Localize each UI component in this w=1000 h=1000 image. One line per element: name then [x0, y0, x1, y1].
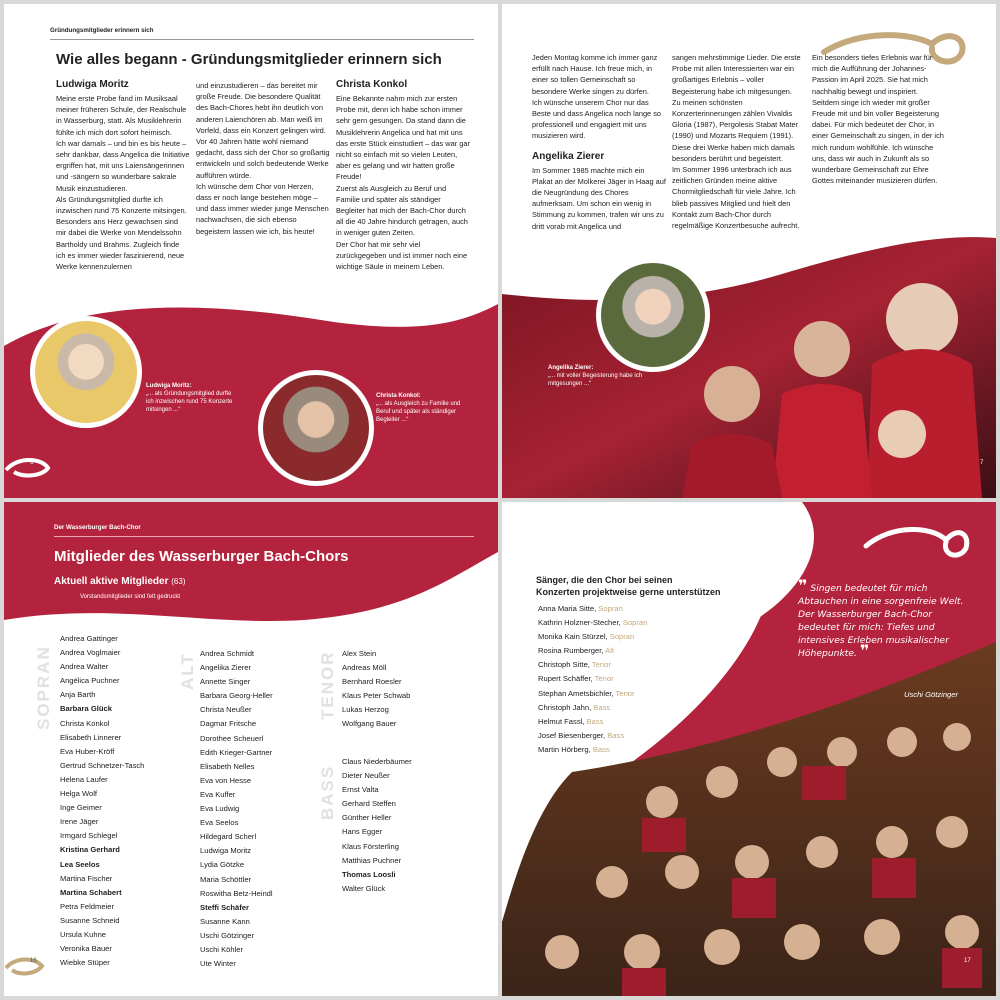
member-name: Hans Egger: [342, 827, 383, 837]
member-name: Walter Glück: [342, 883, 386, 893]
swirl-ornament: [4, 952, 54, 982]
quote: [798, 576, 968, 660]
paragraph: Ich wünsche unserem Chor nur das Beste und dass Angelica noch lange so professionell und engagiert mit uns musizieren wird.: [532, 97, 662, 141]
paragraph: Vor 40 Jahren hätte wohl niemand gedacht, dass sich der Chor so großartig entwickeln und solch bedeutende Werke aufführen würde.: [196, 137, 330, 180]
paragraph: und einzustudieren – das bereitet mir große Freude. Die besondere Qualität des Bach-Chores hebt ihn deutlich von anderen Laienchören ab. Man weiß im Vorfeld, dass ein Konzert gelingen wird.: [196, 81, 326, 135]
paragraph: Zuerst als Ausgleich zu Beruf und Familie und später als ständiger Begleiter hat mich der Bach-Chor durch all die 40 Jahre hindurch getragen, auch in weniger guten Zeiten.: [336, 183, 468, 238]
voice-label-tenor: TENOR: [318, 650, 337, 720]
portrait-ludwiga-moritz: [30, 316, 142, 428]
member-name: Irmgard Schlegel: [60, 831, 118, 841]
supporter-item: [538, 715, 718, 729]
member-name: Petra Feldmeier: [60, 901, 115, 911]
bass-member-list: [342, 755, 452, 896]
supporter-item: [538, 672, 718, 686]
paragraph: Meine erste Probe fand im Musiksaal meiner früheren Schule, der Realschule in Wasserburg, statt. Als Musiklehrerin fühlte ich mich dort sofort heimisch.: [56, 94, 187, 137]
member-name: Angelika Zierer: [200, 663, 252, 673]
paragraph: Als Gründungsmitglied durfte ich inzwischen rund 75 Konzerte mitsingen. Besonders ans Herz gewachsen sind mir dabei die Werke von Mendelssohn Bartholdy und Brahms. Zugleich finde ich es immer wieder faszinierend, neue Werke kennenzulernen: [56, 194, 187, 272]
member-name: Alex Stein: [342, 649, 377, 658]
article-column-3: [336, 78, 470, 272]
member-name: Bernhard Roesler: [342, 677, 402, 687]
member-name: Barbara Glück: [60, 704, 112, 714]
supporter-item: [538, 602, 718, 616]
member-name: Martina Schabert: [60, 887, 122, 897]
member-name: Andrea Gattinger: [60, 634, 118, 643]
member-name: Irene Jäger: [60, 817, 99, 827]
member-name: Dieter Neußer: [342, 771, 390, 781]
close-quote-mark: ❞: [859, 641, 870, 660]
member-name: Anja Barth: [60, 690, 96, 700]
portrait-angelika-zierer: [596, 258, 710, 372]
member-name: Susanne Kann: [200, 916, 250, 926]
member-name: Maria Schöttler: [200, 874, 252, 884]
member-name: Günther Heller: [342, 813, 392, 823]
article-column-1: [532, 52, 666, 232]
supporter-voice: Bass: [593, 702, 611, 712]
member-name: Angélica Puchner: [60, 676, 120, 686]
article-column-2: [196, 80, 330, 237]
author-heading: Christa Konkol: [336, 79, 408, 90]
running-head: Der Wasserburger Bach-Chor: [54, 524, 141, 531]
paragraph: Der Chor hat mir sehr viel zurückgegeben und ist immer noch eine wichtige Säule in meinem Leben.: [336, 239, 468, 272]
member-name: Eva Seelos: [200, 818, 239, 828]
voice-label-bass: BASS: [318, 764, 337, 820]
supporter-name: Christoph Sitte,: [538, 660, 592, 670]
member-name: Lukas Herzog: [342, 705, 389, 715]
member-name: Ute Winter: [200, 959, 236, 969]
supporter-name: Kathrin Holzner-Stecher,: [538, 618, 623, 628]
supporter-item: [538, 658, 718, 672]
member-name: Eva von Hesse: [200, 775, 252, 785]
swirl-ornament: [862, 516, 972, 566]
alt-member-list: [200, 647, 310, 971]
supporter-name: Christoph Jahn,: [538, 702, 594, 712]
supporter-item: [538, 616, 718, 630]
supporter-item: [538, 644, 718, 658]
supporter-voice: Alt: [605, 646, 614, 656]
member-name: Uschi Köhler: [200, 944, 244, 954]
supporter-voice: Sopran: [609, 632, 635, 642]
paragraph: sangen mehrstimmige Lieder. Die erste Probe mit allen Interessierten war ein großartiges Erlebnis – voller Begeisterung habe ich mitgesungen.: [672, 53, 801, 96]
member-name: Matthias Puchner: [342, 855, 402, 865]
member-name: Ludwiga Moritz: [200, 846, 252, 856]
page-number: 17: [964, 958, 971, 964]
quote-author: Uschi Götzinger: [904, 690, 959, 699]
member-name: Barbara Georg-Heller: [200, 691, 273, 701]
member-name: Hildegard Scherl: [200, 832, 257, 842]
page-title: Wie alles begann - Gründungsmitglieder erinnern sich: [56, 51, 442, 68]
sopran-member-list: [60, 632, 180, 970]
member-name: Eva Huber-Kröff: [60, 746, 115, 756]
member-name: Steffi Schäfer: [200, 902, 249, 912]
member-name: Wiebke Stüper: [60, 958, 110, 968]
member-name: Ursula Kuhne: [60, 929, 107, 939]
member-name: Lydia Götzke: [200, 860, 245, 870]
member-name: Helena Laufer: [60, 774, 108, 784]
member-name: Klaus Peter Schwab: [342, 691, 411, 701]
article-column-1: [56, 78, 190, 272]
supporters-list: [538, 602, 718, 757]
supporter-voice: Bass: [592, 744, 610, 754]
member-name: Edith Krieger-Gartner: [200, 747, 273, 757]
member-name: Eva Ludwig: [200, 804, 240, 814]
member-name: Kristina Gerhard: [60, 845, 120, 855]
member-name: Veronika Bauer: [60, 944, 112, 954]
supporter-item: [538, 687, 718, 701]
member-name: Andreas Möll: [342, 663, 387, 673]
author-heading: Ludwiga Moritz: [56, 79, 129, 90]
photo-caption: Christa Konkol: „... als Ausgleich zu Familie und Beruf und später als ständiger Begleiter ...“: [376, 393, 461, 423]
member-name: Thomas Loosli: [342, 869, 396, 879]
member-name: Elisabeth Nelles: [200, 761, 255, 771]
supporter-name: Rupert Schäffer,: [538, 674, 595, 684]
member-name: Lea Seelos: [60, 859, 100, 869]
portrait-christa-konkol: [258, 370, 374, 486]
member-name: Annette Singer: [200, 677, 251, 687]
member-name: Inge Geimer: [60, 803, 102, 813]
supporter-voice: Sopran: [598, 604, 623, 613]
voice-label-sopran: SOPRAN: [34, 645, 53, 730]
member-name: Wolfgang Bauer: [342, 719, 397, 729]
bold-note: Vorstandsmitglieder sind fett gedruckt: [80, 594, 181, 600]
member-name: Uschi Götzinger: [200, 930, 255, 940]
member-name: Elisabeth Linnerer: [60, 732, 122, 742]
member-name: Claus Niederbäumer: [342, 757, 412, 766]
paragraph: Im Sommer 1985 machte mich ein Plakat an der Molkerei Jäger in Haag auf die Neugründung des Chores aufmerksam. Um schon ein wenig in Stimmung zu kommen, trafen wir uns zu dritt vorab mit Angelica und: [532, 165, 666, 231]
member-name: Martina Fischer: [60, 873, 113, 883]
photo-caption: Angelika Zierer: „... mit voller Begeisterung habe ich mitgesungen ...“: [548, 365, 643, 387]
paragraph: Im Sommer 1996 unterbrach ich aus zeitlichen Gründen meine aktive Chormitgliedschaft für viele Jahre. Ich blieb passives Mitglied und hielt den Kontakt zum Bach-Chor durch regelmäßige Konzertbesuche aufrecht.: [672, 165, 800, 231]
quote-text: Singen bedeutet für mich Abtauchen in eine sorgenfreie Welt. Der Wasserburger Bach-Chor bedeutet für mich: Tiefes und intensives Erleben musikalischer Höhepunkte.: [798, 583, 964, 659]
swirl-ornament: [4, 452, 64, 482]
member-name: Andrea Voglmaier: [60, 648, 121, 658]
member-name: Christa Neußer: [200, 705, 252, 715]
supporter-name: Stephan Ametsbichler,: [538, 688, 616, 698]
supporter-item: [538, 729, 718, 743]
supporter-item: [538, 701, 718, 715]
supporter-item: [538, 630, 718, 644]
member-name: Roswitha Betz-Heindl: [200, 888, 273, 898]
member-name: Helga Wolf: [60, 789, 98, 799]
section-subtitle: Aktuell aktive Mitglieder (63): [54, 576, 186, 587]
page-number: 7: [980, 460, 984, 466]
supporter-voice: Tenor: [594, 674, 614, 684]
page-16: [4, 502, 498, 996]
member-name: Andrea Walter: [60, 662, 109, 672]
tenor-member-list: [342, 647, 452, 732]
member-name: Andrea Schmidt: [200, 649, 255, 658]
paragraph: Zu meinen schönsten Konzerterinnerungen zählen Vivaldis Gloria (1987), Pergolesis Stabat Mater (1990) und Mozarts Requiem (1991). Diese drei Werke haben mich damals besonders berührt und begeistert.: [672, 97, 799, 163]
supporter-name: Josef Biesenberger,: [538, 730, 608, 740]
article-column-3: [812, 52, 946, 186]
page-7: [502, 4, 996, 498]
supporter-name: Martin Hörberg,: [538, 744, 593, 754]
member-name: Gerhard Steffen: [342, 799, 396, 809]
member-name: Klaus Försterling: [342, 841, 399, 851]
supporter-voice: Sopran: [622, 618, 648, 628]
article-column-2: [672, 52, 806, 231]
paragraph: Ich wünsche dem Chor von Herzen, dass er noch lange bestehen möge – und dass immer wieder junge Menschen nachwachsen, die sich ebenso begeistern lassen wie ich, bis heute!: [196, 181, 329, 236]
member-count: (63): [171, 577, 186, 586]
supporter-voice: Bass: [586, 716, 604, 726]
paragraph: Jeden Montag komme ich immer ganz erfüllt nach Hause. Ich freue mich, in einer so tollen Gemeinschaft so besondere Werke singen zu dürfen.: [532, 53, 658, 96]
member-name: Ernst Valta: [342, 785, 379, 795]
member-name: Susanne Schneid: [60, 915, 120, 925]
page-number: 6: [30, 460, 34, 466]
voice-label-alt: ALT: [178, 652, 197, 690]
page-17: [502, 502, 996, 996]
supporter-name: Helmut Fassl,: [538, 716, 587, 726]
member-name: Christa Konkol: [60, 718, 110, 728]
supporter-name: Anna Maria Sitte,: [538, 604, 599, 613]
supporter-voice: Tenor: [591, 660, 611, 670]
page-title: Mitglieder des Wasserburger Bach-Chors: [54, 548, 349, 565]
supporter-name: Rosina Rumberger,: [538, 646, 606, 656]
paragraph: Ich war damals – und bin es bis heute – sehr dankbar, dass Angelica die Initiative ergriffen hat, mit uns Laiensängerinnen und -sängern so wunderbare sakrale Musik einzustudieren.: [56, 138, 190, 193]
supporters-heading: Sänger, die den Chor bei seinen Konzerten projektweise gerne unterstützen: [536, 575, 721, 597]
member-name: Dagmar Fritsche: [200, 719, 257, 729]
supporter-item: [538, 743, 718, 757]
author-heading: Angelika Zierer: [532, 150, 605, 162]
page-6: [4, 4, 498, 498]
open-quote-mark: ❞: [798, 576, 808, 595]
page-number: 16: [30, 958, 37, 964]
supporter-voice: Tenor: [615, 688, 635, 698]
paragraph: Eine Bekannte nahm mich zur ersten Probe mit, denn ich habe schon immer sehr gern gesungen. Da stand dann die Musiklehrerin Angelica und hat mit uns das erste Stück einstudiert – das war gar nicht so einfach mit so vielen Leuten, aber es gelang und wir hatten große Freude!: [336, 94, 470, 182]
supporter-voice: Bass: [607, 730, 625, 740]
running-head: Gründungsmitglieder erinnern sich: [50, 27, 154, 34]
member-name: Gertrud Schnetzer-Tasch: [60, 760, 145, 770]
supporter-name: Monika Kain Stürzel,: [538, 632, 610, 642]
paragraph: Ein besonders tiefes Erlebnis war für mich die Aufführung der Johannes-Passion im April 2025. Sie hat mich nachhaltig bewegt und inspiriert. Seitdem singe ich wieder mit großer Freude mit und bin voller Begeisterung dabei. Für mich bedeutet der Chor, in einer Gemeinschaft zu singen, in der ich mich rundum wohlfühle. Ich wünsche uns, dass wir auch in Zukunft als so wunderbare Gemeinschaft zur Ehre Gottes miteinander musizieren dürfen.: [812, 53, 944, 186]
member-name: Dorothee Scheuerl: [200, 733, 264, 743]
member-name: Eva Kuffer: [200, 789, 236, 799]
photo-caption: Ludwiga Moritz: „... als Gründungsmitglied durfte ich inzwischen rund 75 Konzerte mitsingen ...“: [146, 383, 233, 413]
